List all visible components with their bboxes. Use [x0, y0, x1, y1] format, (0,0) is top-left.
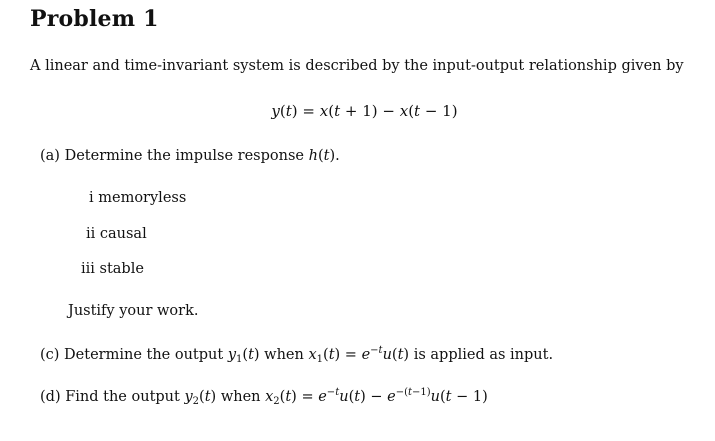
justify-text: Justify your work. [68, 303, 199, 319]
item-d-label: (d) [40, 389, 61, 405]
sub-item-memoryless: i memoryless [89, 190, 187, 206]
problem-title: Problem 1 [30, 6, 159, 32]
item-a-label: (a) [40, 148, 60, 164]
sub-item-stable: iii stable [81, 261, 144, 277]
item-c: (c) Determine the output $y_1(t)$ when $x_1(t) = e^{-t}u(t)$ is applied as input. [40, 345, 554, 365]
intro-text: A linear and time-invariant system is described by the input-output relationship given by [30, 58, 684, 74]
item-d-text2: when [216, 389, 266, 405]
item-c-text2: when [259, 347, 309, 363]
item-d-text1: Find the output [65, 389, 185, 405]
item-c-text3: is applied as input. [409, 347, 554, 363]
item-a: (a) Determine the impulse response h(t). [40, 148, 340, 164]
item-c-text1: Determine the output [64, 347, 228, 363]
sub-item-causal: ii causal [86, 226, 147, 242]
item-c-label: (c) [40, 347, 60, 363]
item-d: (d) Find the output $y_2(t)$ when $x_2(t) = e^{-t}u(t) - e^{-(t-1)}u(t - 1)$ [40, 387, 488, 407]
equation-body: y(t) = x(t + 1) − x(t − 1) [271, 102, 458, 120]
equation [0, 102, 715, 120]
item-a-text: Determine the impulse response [64, 148, 309, 164]
